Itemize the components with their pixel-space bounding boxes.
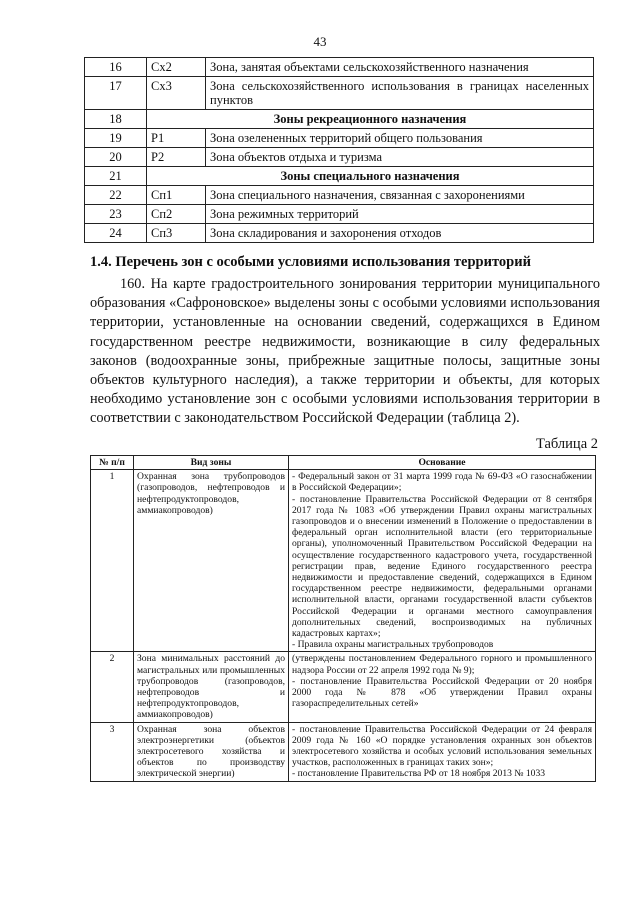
table-row — [85, 205, 594, 224]
zone-code: Р1 — [147, 129, 206, 148]
row-number: 16 — [85, 58, 147, 77]
row-number: 20 — [85, 148, 147, 167]
row-number: 23 — [85, 205, 147, 224]
paragraph-160 — [90, 275, 600, 429]
zone-name: Зона объектов отдыха и туризма — [206, 148, 594, 167]
basis-item: - Федеральный закон от 31 марта 1999 года № 69-ФЗ «О газоснабжении в Российской Федерации»; — [292, 471, 592, 494]
group-heading: Зоны рекреационного назначения — [147, 110, 594, 129]
zone-name: Зона сельскохозяйственного использования в границах населенных пунктов — [206, 77, 594, 110]
basis-item: - постановление Правительства Российской Федерации от 8 сентября 2017 года № 1083 «Об утверждении Правил охраны магистральных газопроводов и о внесении изменений в Положение о предоставлении в федеральный орган исполнительной власти (его территориальные органы), уполномоченный Правительством Российской Федерации на осуществление государственного кадастрового учета, государственной регистрации прав, ведение Единого государственного реестра недвижимости и предоставление сведений, содержащихся в Едином государственном реестре недвижимости, федеральными органами исполнительной власти, органами государственной власти субъектов Российской Федерации и органами местного самоуправления дополнительных сведений, воспроизводимых на публичных кадастровых картах»; — [292, 493, 592, 640]
basis-item: - постановление Правительства РФ от 18 ноября 2013 № 1033 — [292, 768, 546, 780]
table-row — [85, 186, 594, 205]
zone-basis — [289, 722, 596, 781]
row-number: 2 — [91, 652, 134, 722]
zone-name: Зона складирования и захоронения отходов — [206, 224, 594, 243]
table-caption: Таблица 2 — [535, 436, 598, 452]
table-row — [85, 77, 594, 110]
zone-kind: Зона минимальных расстояний до магистральных или промышленных трубопроводов (газопроводов, нефтепроводов и нефтепродуктопроводов, аммиакопроводов) — [134, 652, 289, 722]
special-zones-table — [90, 455, 596, 782]
zone-basis — [289, 470, 596, 652]
header-kind: Вид зоны — [134, 456, 289, 470]
zone-name: Зона, занятая объектами сельскохозяйственного назначения — [206, 58, 594, 77]
zone-code: Р2 — [147, 148, 206, 167]
basis-item: - постановление Правительства Российской Федерации от 24 февраля 2009 года № 160 «О порядке установления охранных зон объектов электросетевого хозяйства и особых условий использования земельных участков, расположенных в границах таких зон»; — [292, 723, 592, 769]
paragraph-text: 160. На карте градостроительного зонирования территории муниципального образования «Сафроновское» выделены зоны с особыми условиями использования территории, установленные на основании сведений, содержащихся в Едином государственном реестре недвижимости, возникающие в силу федеральных законов (водоохранные зоны, прибрежные защитные полосы, защитные зоны объектов культурного наследия), а также территории и объекты, для которых необходимо установление зон с особыми условиями использования территории в соответствии с законодательством Российской Федерации (таблица 2). — [90, 276, 600, 427]
basis-item: - постановление Правительства Российской Федерации от 20 ноября 2000 года № 878 «Об утверждении Правил охраны газораспределительных сетей» — [292, 675, 592, 710]
row-number: 17 — [85, 77, 147, 110]
zone-kind: Охранная зона объектов электроэнергетики (объектов электросетевого хозяйства и объектов по производству электрической энергии) — [134, 722, 289, 781]
basis-item: - Правила охраны магистральных трубопроводов — [292, 639, 494, 651]
row-number: 3 — [91, 722, 134, 781]
zone-code: Сп2 — [147, 205, 206, 224]
zone-kind: Охранная зона трубопроводов (газопроводов, нефтепроводов и нефтепродуктопроводов, аммиакопроводов) — [134, 470, 289, 652]
zone-code: Сх3 — [147, 77, 206, 110]
zone-name: Зона озелененных территорий общего пользования — [206, 129, 594, 148]
table-row — [85, 129, 594, 148]
zones-table — [84, 57, 594, 243]
table-row — [85, 58, 594, 77]
row-number: 22 — [85, 186, 147, 205]
group-heading: Зоны специального назначения — [147, 167, 594, 186]
page-number: 43 — [313, 34, 327, 49]
table-row — [91, 652, 596, 722]
header-basis: Основание — [289, 456, 596, 470]
zone-name: Зона режимных территорий — [206, 205, 594, 224]
row-number: 24 — [85, 224, 147, 243]
row-number: 19 — [85, 129, 147, 148]
table-row — [85, 167, 594, 186]
table-row — [91, 722, 596, 781]
row-number: 21 — [85, 167, 147, 186]
table-row — [85, 224, 594, 243]
basis-item: (утверждены постановлением Федерального горного и промышленного надзора России от 22 апреля 1992 года № 9); — [292, 653, 592, 676]
section-heading: 1.4. Перечень зон с особыми условиями использования территорий — [90, 254, 531, 270]
zone-name: Зона специального назначения, связанная с захоронениями — [206, 186, 594, 205]
zone-code: Сп1 — [147, 186, 206, 205]
table-row — [85, 110, 594, 129]
header-num: № п/п — [91, 456, 134, 470]
zone-code: Сп3 — [147, 224, 206, 243]
zone-code: Сх2 — [147, 58, 206, 77]
table-header-row — [91, 456, 596, 470]
table-row — [85, 148, 594, 167]
row-number: 18 — [85, 110, 147, 129]
table-row — [91, 470, 596, 652]
zone-basis — [289, 652, 596, 722]
row-number: 1 — [91, 470, 134, 652]
